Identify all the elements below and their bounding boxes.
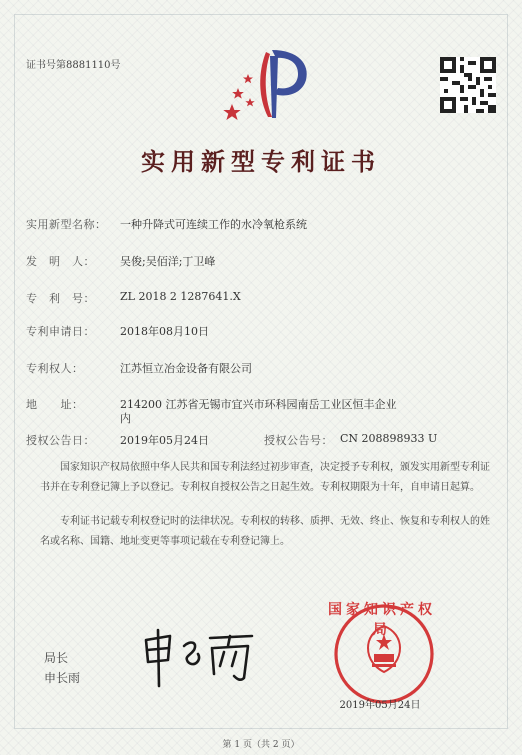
patentee-label: 专利权人： (26, 362, 84, 375)
certificate-number: 证书号第8881110号 (26, 60, 121, 71)
utility-model-name-value: 一种升降式可连续工作的水冷氧枪系统 (120, 218, 307, 231)
address-line-2: 内 (120, 412, 131, 425)
grant-number-value: CN 208898933 U (340, 432, 438, 445)
page-footer: 第 1 页（共 2 页） (222, 740, 300, 750)
seal-text: 国家知识产权局 (328, 602, 436, 638)
address-line-1: 214200 江苏省无锡市宜兴市环科园南岳工业区恒丰企业 (120, 398, 397, 411)
certificate-title: 实用新型专利证书 (141, 147, 381, 176)
patentee-value: 江苏恒立冶金设备有限公司 (120, 362, 252, 375)
seal-date: 2019年05月24日 (339, 700, 421, 711)
grant-statement-paragraph: 国家知识产权局依照中华人民共和国专利法经过初步审查，决定授予专利权，颁发实用新型专利证书并在专利登记簿上予以登记。专利权自授权公告之日起生效。专利权期限为十年，自申请日起算。 (40, 462, 490, 493)
inventor-label: 发 明 人： (26, 255, 95, 268)
director-name: 申长雨 (44, 671, 81, 685)
cnipa-logo-icon (218, 42, 314, 122)
address-label: 地 址： (26, 398, 84, 411)
director-title: 局长 (44, 651, 69, 665)
grant-number-label: 授权公告号： (264, 434, 333, 447)
director-signature-icon (140, 626, 264, 690)
patent-number-label: 专 利 号： (26, 292, 95, 305)
grant-date-label: 授权公告日： (26, 434, 95, 447)
patent-number-value: ZL 2018 2 1287641.X (120, 290, 241, 303)
qr-code-icon (440, 57, 496, 113)
inventor-value: 吴俊;吴佰洋;丁卫峰 (120, 255, 216, 268)
application-date-label: 专利申请日： (26, 325, 95, 338)
legal-status-paragraph: 专利证书记载专利权登记时的法律状况。专利权的转移、质押、无效、终止、恢复和专利权人的姓名或名称、国籍、地址变更等事项记载在专利登记簿上。 (40, 516, 490, 547)
grant-date-value: 2019年05月24日 (120, 434, 209, 447)
utility-model-name-label: 实用新型名称： (26, 218, 107, 231)
application-date-value: 2018年08月10日 (120, 325, 209, 338)
